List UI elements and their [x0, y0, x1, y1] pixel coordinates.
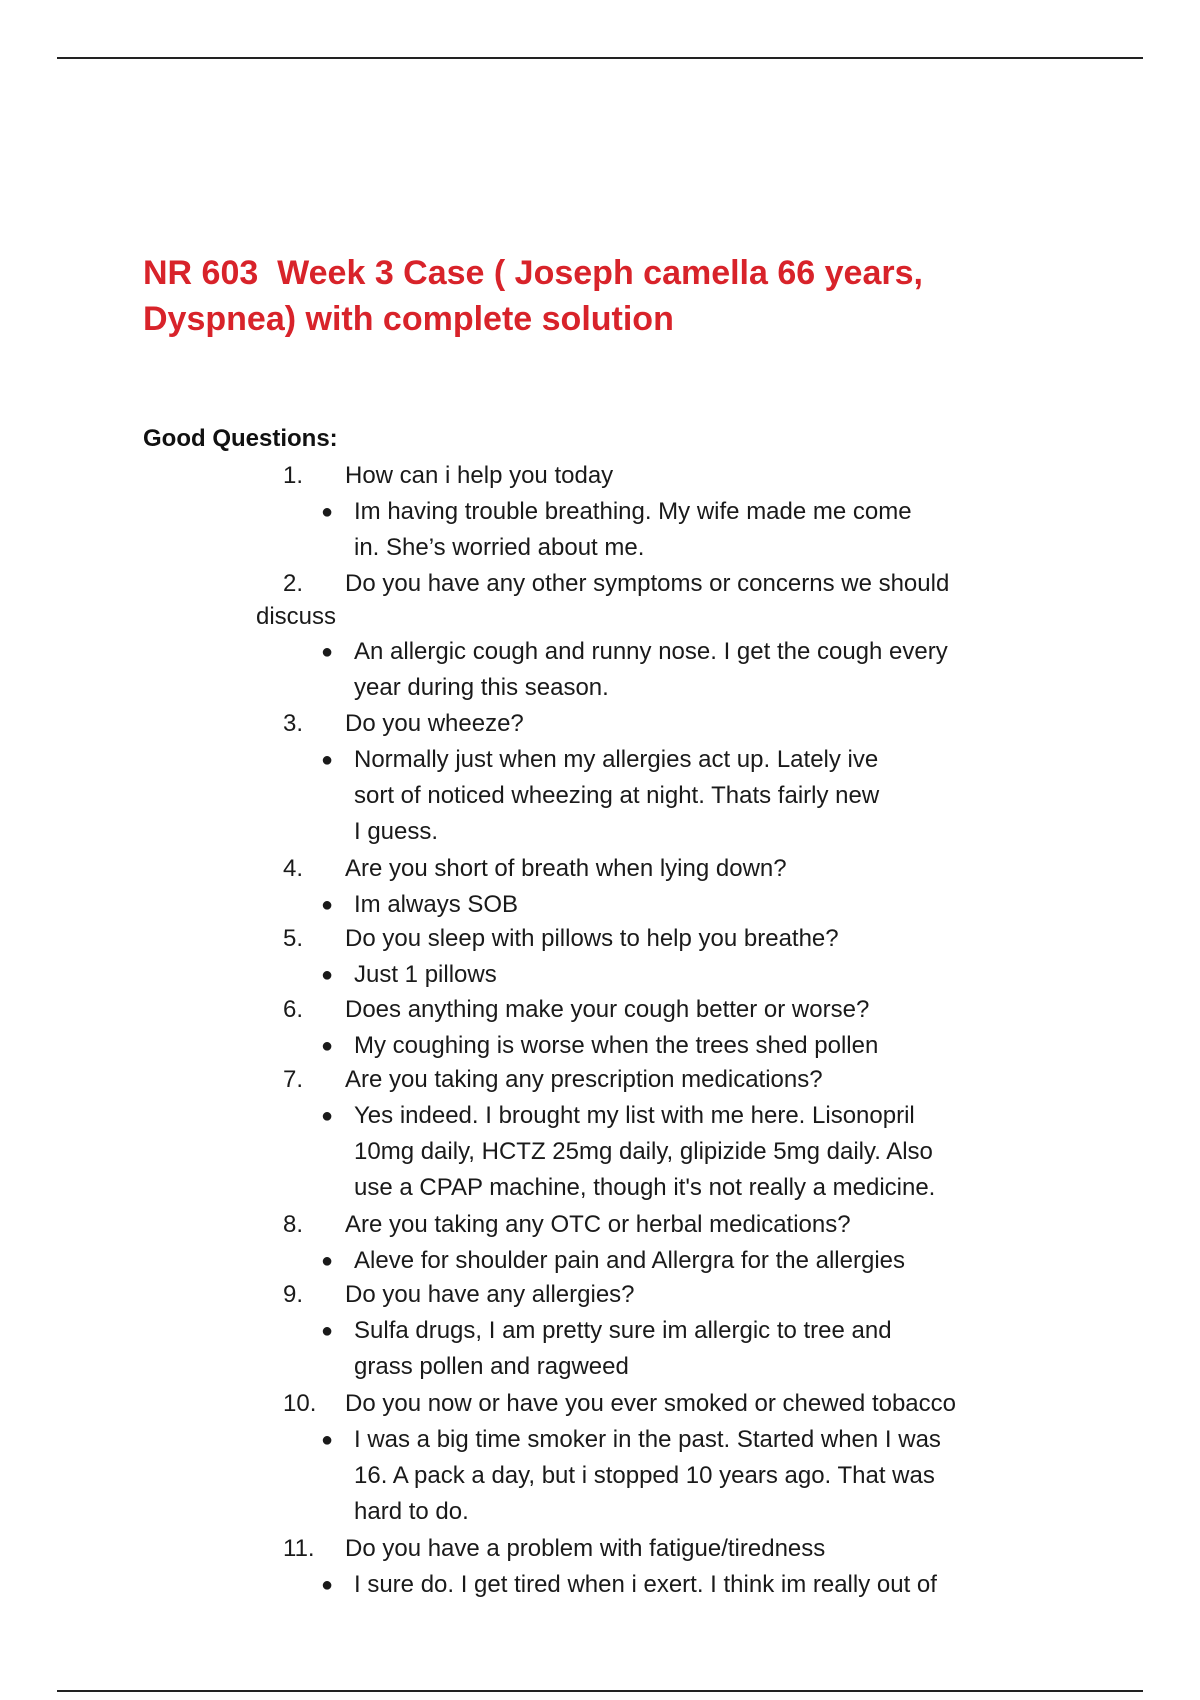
- question-number: 10.: [283, 1390, 317, 1417]
- bullet-icon: ●: [321, 964, 334, 986]
- answer-line: I was a big time smoker in the past. Started when I was: [354, 1426, 941, 1453]
- bullet-icon: ●: [321, 1429, 334, 1451]
- question-number: 2.: [283, 570, 304, 597]
- answer-line: Sulfa drugs, I am pretty sure im allergic to tree and: [354, 1317, 892, 1344]
- bullet-icon: ●: [321, 641, 334, 663]
- question-text: Are you taking any prescription medications?: [345, 1066, 823, 1093]
- answer-line: Normally just when my allergies act up. Lately ive: [354, 746, 879, 773]
- answer-line: Aleve for shoulder pain and Allergra for the allergies: [354, 1247, 905, 1274]
- answer-line: 10mg daily, HCTZ 25mg daily, glipizide 5mg daily. Also: [354, 1138, 933, 1165]
- question-number: 6.: [283, 996, 304, 1023]
- answer-line: sort of noticed wheezing at night. Thats fairly new: [354, 782, 880, 809]
- answer-item: [321, 887, 1064, 923]
- question-item: [283, 852, 1063, 885]
- answer-line: use a CPAP machine, though it's not really a medicine.: [354, 1174, 936, 1201]
- answer-item: [321, 1313, 1064, 1385]
- answer-item: [321, 1028, 1064, 1064]
- answer-item: [321, 1567, 1064, 1603]
- answer-line: hard to do.: [354, 1498, 469, 1525]
- answer-line: I sure do. I get tired when i exert. I think im really out of: [354, 1571, 937, 1598]
- answer-line: in. She’s worried about me.: [354, 534, 645, 561]
- bullet-icon: ●: [321, 1574, 334, 1596]
- section-heading: Good Questions:: [143, 425, 338, 452]
- title-line-1: NR 603 Week 3 Case ( Joseph camella 66 years,: [143, 254, 923, 292]
- question-item: [283, 1208, 1063, 1241]
- question-text: Does anything make your cough better or worse?: [345, 996, 870, 1023]
- footer-rule: [57, 1690, 1143, 1692]
- bullet-icon: ●: [321, 749, 334, 771]
- bullet-icon: ●: [321, 1250, 334, 1272]
- question-item: [283, 922, 1063, 955]
- bullet-icon: ●: [321, 1035, 334, 1057]
- title-line-2: Dyspnea) with complete solution: [143, 300, 674, 338]
- question-item: [283, 993, 1063, 1026]
- answer-line: An allergic cough and runny nose. I get the cough every: [354, 638, 948, 665]
- answer-line: Yes indeed. I brought my list with me here. Lisonopril: [354, 1102, 915, 1129]
- question-item: [283, 459, 1063, 492]
- bullet-icon: ●: [321, 1105, 334, 1127]
- question-number: 7.: [283, 1066, 304, 1093]
- answer-line: 16. A pack a day, but i stopped 10 years ago. That was: [354, 1462, 935, 1489]
- answer-item: [321, 957, 1064, 993]
- question-text: Do you have any allergies?: [345, 1281, 635, 1308]
- question-item: [283, 1532, 1063, 1565]
- answer-item: [321, 1422, 1064, 1530]
- bullet-icon: ●: [321, 1320, 334, 1342]
- question-number: 3.: [283, 710, 304, 737]
- question-number: 1.: [283, 462, 304, 489]
- answer-line: My coughing is worse when the trees shed pollen: [354, 1032, 879, 1059]
- question-number: 8.: [283, 1211, 304, 1238]
- question-number: 11.: [283, 1535, 315, 1562]
- question-text: Do you have any other symptoms or concerns we should: [345, 570, 950, 597]
- question-number: 4.: [283, 855, 304, 882]
- question-text: Do you wheeze?: [345, 710, 524, 737]
- answer-line: year during this season.: [354, 674, 609, 701]
- question-number: 5.: [283, 925, 304, 952]
- answer-line: Im having trouble breathing. My wife made me come: [354, 498, 912, 525]
- question-text: How can i help you today: [345, 462, 614, 489]
- question-item: [256, 567, 1063, 633]
- question-text: Are you short of breath when lying down?: [345, 855, 787, 882]
- question-item: [283, 1387, 1063, 1420]
- question-text: Do you have a problem with fatigue/tiredness: [345, 1535, 826, 1562]
- bullet-icon: ●: [321, 501, 334, 523]
- answer-item: [321, 1243, 1064, 1279]
- answer-item: [321, 634, 1064, 706]
- question-text-continued: discuss: [256, 603, 337, 630]
- question-item: [283, 1063, 1063, 1096]
- answer-item: [321, 494, 1064, 566]
- question-item: [283, 707, 1063, 740]
- answer-line: I guess.: [354, 818, 439, 845]
- answer-item: [321, 1098, 1064, 1206]
- answer-item: [321, 742, 1064, 850]
- bullet-icon: ●: [321, 894, 334, 916]
- answer-line: grass pollen and ragweed: [354, 1353, 629, 1380]
- question-text: Do you sleep with pillows to help you breathe?: [345, 925, 839, 952]
- answer-line: Just 1 pillows: [354, 961, 497, 988]
- answer-line: Im always SOB: [354, 891, 519, 918]
- question-number: 9.: [283, 1281, 304, 1308]
- question-text: Are you taking any OTC or herbal medications?: [345, 1211, 851, 1238]
- question-text: Do you now or have you ever smoked or chewed tobacco: [345, 1390, 957, 1417]
- question-item: [283, 1278, 1063, 1311]
